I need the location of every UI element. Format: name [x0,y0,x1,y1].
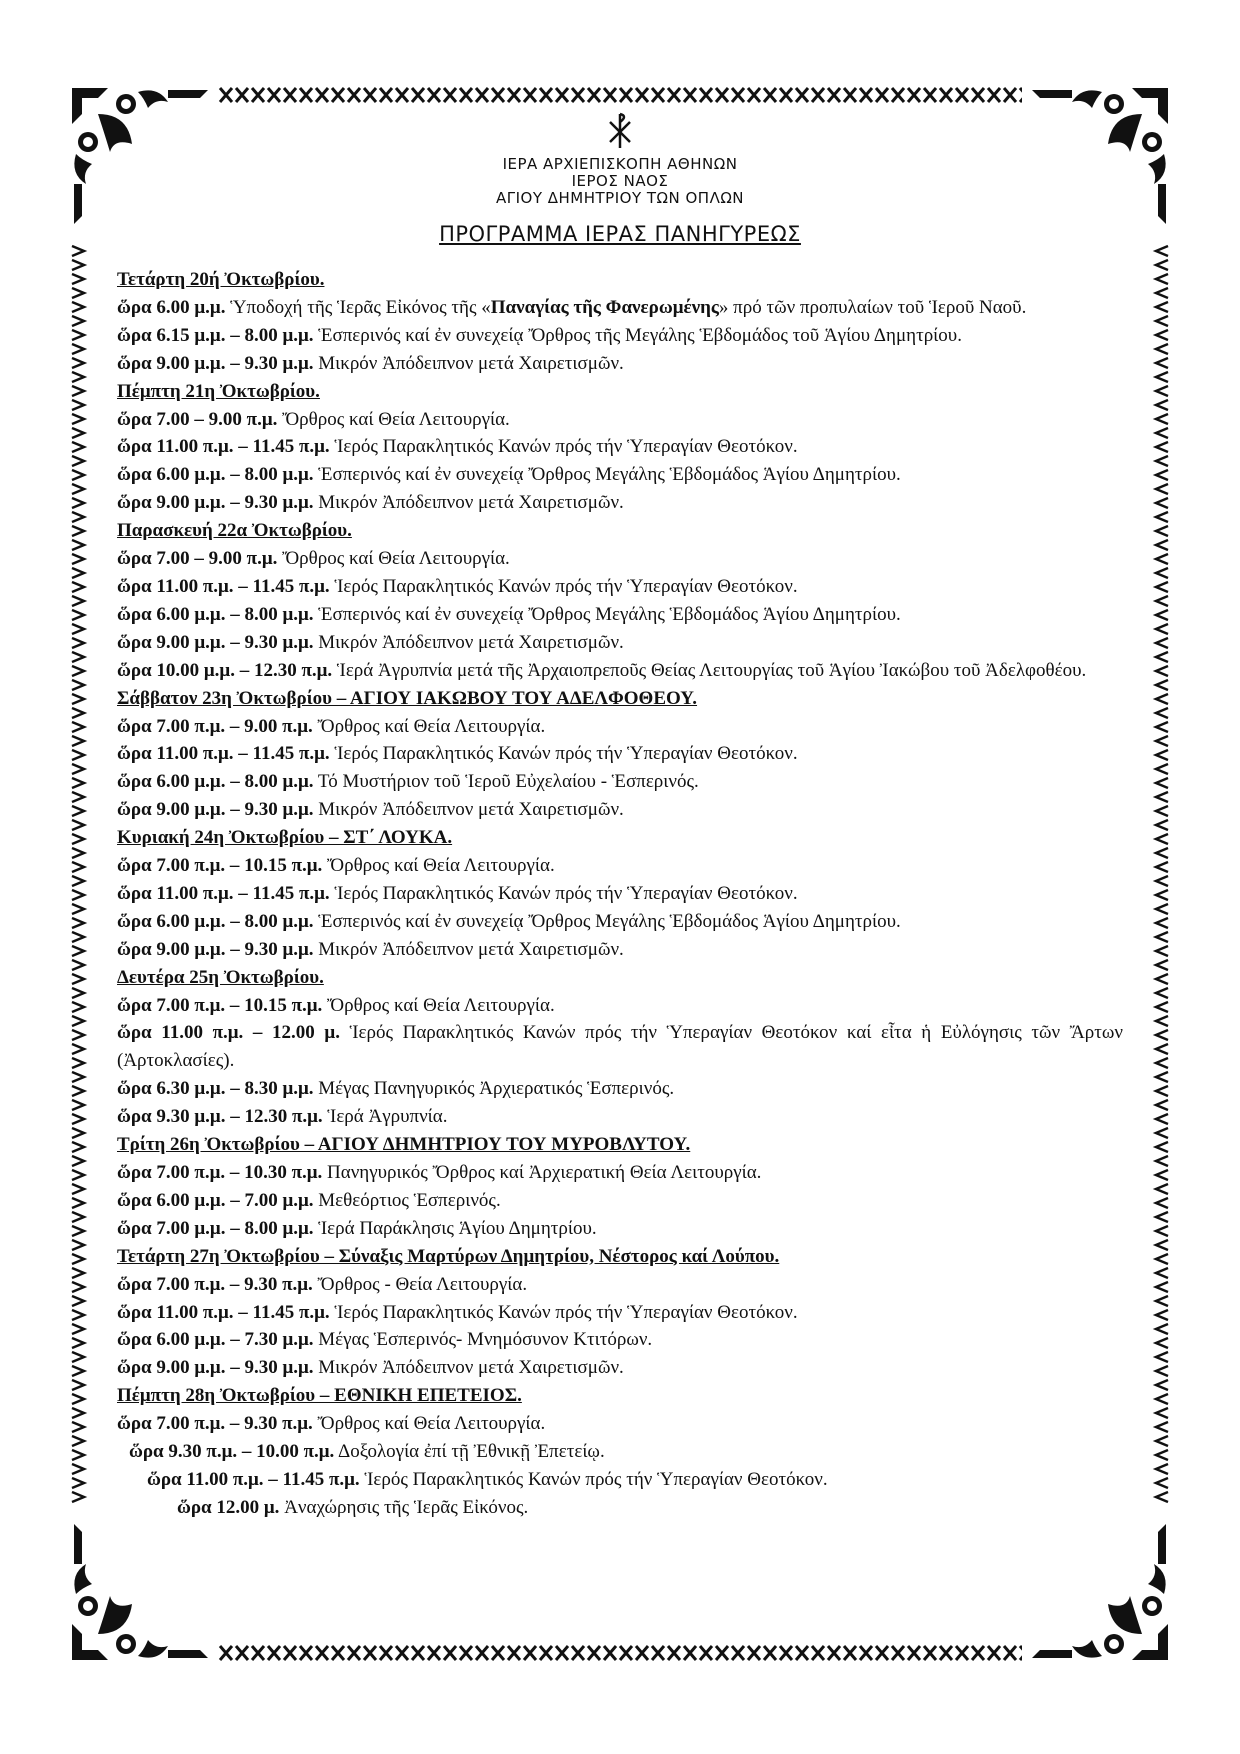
entry-time: ὥρα 9.00 μ.μ. – 9.30 μ.μ. [117,938,314,960]
entry-time: ὥρα 6.00 μ.μ. – 8.00 μ.μ. [117,910,314,932]
schedule-entry [117,796,1123,824]
schedule-entry [117,1215,1123,1243]
schedule-entry [117,1410,1123,1438]
entry-time: ὥρα 9.30 μ.μ. – 12.30 π.μ. [117,1106,323,1128]
entry-time: ὥρα 7.00 – 9.00 π.μ. [117,548,278,570]
entry-text: Μεθεόρτιος Ἑσπερινός. [313,1189,501,1211]
entry-time: ὥρα 6.30 μ.μ. – 8.30 μ.μ. [117,1078,314,1100]
schedule-entry [117,545,1123,573]
entry-text: Ἱερός Παρακλητικός Κανών πρός τήν Ὑπεραγίαν Θεοτόκον. [329,575,798,597]
entry-text: Ὄρθρος καί Θεία Λειτουργία. [277,548,510,570]
schedule-entry [117,433,1123,461]
entry-text: Μικρόν Ἀπόδειπνον μετά Χαιρετισμῶν. [313,938,624,960]
entry-time: ὥρα 6.15 μ.μ. – 8.00 μ.μ. [117,324,314,346]
entry-text: Ὄρθρος καί Θεία Λειτουργία. [312,1413,546,1435]
border-pattern-top [218,84,1022,106]
schedule-entry [117,1271,1123,1299]
entry-text: Ὄρθρος καί Θεία Λειτουργία. [322,994,555,1016]
entry-time: ὥρα 11.00 π.μ. – 11.45 π.μ. [117,743,330,765]
page-title: ΠΡΟΓΡΑΜΜΑ ΙΕΡΑΣ ΠΑΝΗΓΥΡΕΩΣ [439,222,801,246]
schedule-entry [117,880,1123,908]
entry-time: ὥρα 6.00 μ.μ. – 7.30 μ.μ. [117,1329,314,1351]
entry-time: ὥρα 6.00 μ.μ. [117,296,226,318]
icon-name: Παναγίας τῆς Φανερωμένης [490,296,719,318]
schedule-entry [117,992,1123,1020]
header-line-2: ΙΕΡΟΣ ΝΑΟΣ [571,172,669,190]
schedule-entry [117,852,1123,880]
entry-time: ὥρα 9.00 μ.μ. – 9.30 μ.μ. [117,352,314,374]
entry-time: ὥρα 9.00 μ.μ. – 9.30 μ.μ. [117,1357,314,1379]
schedule-entry [117,1075,1123,1103]
entry-time: ὥρα 7.00 π.μ. – 10.15 π.μ. [117,855,323,877]
entry-time: ὥρα 10.00 μ.μ. – 12.30 π.μ. [117,659,333,681]
day-heading: Τρίτη 26η Ὀκτωβρίου – ΑΓΙΟΥ ΔΗΜΗΤΡΙΟΥ ΤΟΥ ΜΥΡΟΒΛΥΤΟΥ. [117,1134,691,1156]
border-pattern-left [68,244,90,1504]
entry-text: Μικρόν Ἀπόδειπνον μετά Χαιρετισμῶν. [313,799,624,821]
document-header [0,112,1240,207]
entry-time: ὥρα 11.00 π.μ. – 12.00 μ. [117,1022,340,1044]
day-heading: Τετάρτη 20ή Ὀκτωβρίου. [117,269,325,290]
schedule-entry [117,1159,1123,1187]
schedule-entry [117,1019,1123,1075]
border-pattern-bottom [218,1642,1022,1664]
border-pattern-right [1150,244,1172,1504]
entry-text: Ἑσπερινός καί ἐν συνεχείᾳ Ὄρθρος τῆς Μεγάλης Ἑβδομάδος τοῦ Ἁγίου Δημητρίου. [313,324,962,346]
schedule-entry [117,294,1123,322]
entry-text: Ἑσπερινός καί ἐν συνεχείᾳ Ὄρθρος Μεγάλης Ἑβδομάδος Ἁγίου Δημητρίου. [313,603,901,625]
schedule-entry [117,1438,1123,1466]
entry-time: ὥρα 6.00 μ.μ. – 7.00 μ.μ. [117,1189,314,1211]
entry-text: Ἱερός Παρακλητικός Κανών πρός τήν Ὑπεραγίαν Θεοτόκον καί εἶτα ἡ Εὐλόγησις τῶν Ἄρτων (Ἀρτοκλασίες). [117,1022,1123,1072]
entry-time: ὥρα 6.00 μ.μ. – 8.00 μ.μ. [117,603,314,625]
entry-text: Μέγας Ἑσπερινός- Μνημόσυνον Κτιτόρων. [313,1329,653,1351]
schedule-entry [117,908,1123,936]
schedule-entry [117,601,1123,629]
entry-time: ὥρα 7.00 μ.μ. – 8.00 μ.μ. [117,1217,314,1239]
entry-text: Μικρόν Ἀπόδειπνον μετά Χαιρετισμῶν. [313,1357,624,1379]
entry-text: Μέγας Πανηγυρικός Ἀρχιερατικός Ἑσπερινός. [313,1078,675,1100]
entry-time: ὥρα 11.00 π.μ. – 11.45 π.μ. [117,1301,330,1323]
schedule-entry [117,573,1123,601]
entry-text: Ὄρθρος - Θεία Λειτουργία. [312,1273,528,1295]
entry-text: Ὄρθρος καί Θεία Λειτουργία. [322,855,555,877]
entry-time: ὥρα 7.00 π.μ. – 9.30 π.μ. [117,1413,313,1435]
day-heading: Δευτέρα 25η Ὀκτωβρίου. [117,966,324,988]
entry-text: Ἱερός Παρακλητικός Κανών πρός τήν Ὑπεραγίαν Θεοτόκον. [329,882,798,904]
entry-text: Ἑσπερινός καί ἐν συνεχείᾳ Ὄρθρος Μεγάλης Ἑβδομάδος Ἁγίου Δημητρίου. [313,910,901,932]
header-line-1: ΙΕΡΑ ΑΡΧΙΕΠΙΣΚΟΠΗ ΑΘΗΝΩΝ [502,155,738,173]
entry-text: Ἱερός Παρακλητικός Κανών πρός τήν Ὑπεραγίαν Θεοτόκον. [329,436,798,458]
schedule-entry [117,768,1123,796]
entry-text: Μικρόν Ἀπόδειπνον μετά Χαιρετισμῶν. [313,352,624,374]
entry-text: Ἱερός Παρακλητικός Κανών πρός τήν Ὑπεραγίαν Θεοτόκον. [329,1301,798,1323]
schedule-entry [117,1187,1123,1215]
entry-text: Ἑσπερινός καί ἐν συνεχείᾳ Ὄρθρος Μεγάλης Ἑβδομάδος Ἁγίου Δημητρίου. [313,464,901,486]
schedule-entry [117,713,1123,741]
day-heading: Σάββατον 23η Ὀκτωβρίου – ΑΓΙΟΥ ΙΑΚΩΒΟΥ ΤΟΥ ΑΔΕΛΦΟΘΕΟΥ. [117,687,698,709]
entry-time: ὥρα 7.00 π.μ. – 10.30 π.μ. [117,1162,323,1183]
entry-time: ὥρα 11.00 π.μ. – 11.45 π.μ. [117,575,330,597]
entry-time: ὥρα 6.00 μ.μ. – 8.00 μ.μ. [117,464,314,486]
entry-text: Ἱερά Παράκλησις Ἁγίου Δημητρίου. [313,1217,597,1239]
schedule-entry [117,936,1123,964]
schedule-entry [117,1326,1123,1354]
schedule-entry [117,489,1123,517]
entry-text: » πρό τῶν προπυλαίων τοῦ Ἱεροῦ Ναοῦ. [718,296,1027,318]
entry-text: Ἱερά Ἀγρυπνία. [322,1106,448,1128]
schedule-entry [117,322,1123,350]
entry-time: ὥρα 9.00 μ.μ. – 9.30 μ.μ. [117,799,314,821]
day-heading: Πέμπτη 21η Ὀκτωβρίου. [117,380,320,402]
chi-rho-cross-icon [604,112,636,150]
entry-text: Ἀναχώρησις τῆς Ἱερᾶς Εἰκόνος. [279,1496,529,1518]
day-heading: Παρασκευή 22α Ὀκτωβρίου. [117,520,352,542]
corner-ornament-icon [1022,1514,1172,1664]
entry-text: Ἱερός Παρακλητικός Κανών πρός τήν Ὑπεραγίαν Θεοτόκον. [359,1468,828,1490]
schedule-entry [117,1354,1123,1382]
schedule-entry [117,740,1123,768]
entry-time: ὥρα 12.00 μ. [177,1496,280,1518]
schedule-entry [117,350,1123,378]
entry-time: ὥρα 6.00 μ.μ. – 8.00 μ.μ. [117,771,314,793]
schedule-entry [117,1466,1123,1494]
entry-time: ὥρα 9.30 π.μ. – 10.00 π.μ. [129,1441,335,1463]
entry-text: Ὄρθρος καί Θεία Λειτουργία. [312,715,546,737]
entry-time: ὥρα 11.00 π.μ. – 11.45 π.μ. [117,882,330,904]
entry-text: Μικρόν Ἀπόδειπνον μετά Χαιρετισμῶν. [313,492,624,514]
entry-text: Πανηγυρικός Ὄρθρος καί Ἀρχιερατική Θεία Λειτουργία. [322,1162,762,1183]
entry-time: ὥρα 9.00 μ.μ. – 9.30 μ.μ. [117,492,314,514]
entry-time: ὥρα 11.00 π.μ. – 11.45 π.μ. [117,436,330,458]
entry-text: Ἱερός Παρακλητικός Κανών πρός τήν Ὑπεραγίαν Θεοτόκον. [329,743,798,765]
schedule-entry [117,1494,1123,1522]
schedule-entry [117,657,1123,685]
day-heading: Πέμπτη 28η Ὀκτωβρίου – ΕΘΝΙΚΗ ΕΠΕΤΕΙΟΣ. [117,1385,522,1407]
schedule-entry [117,629,1123,657]
entry-text: Τό Μυστήριον τοῦ Ἱεροῦ Εὐχελαίου - Ἑσπερινός. [313,771,699,793]
entry-text: Δοξολογία ἐπί τῇ Ἐθνικῇ Ἐπετείῳ. [334,1441,605,1463]
schedule-entry [117,461,1123,489]
entry-time: ὥρα 9.00 μ.μ. – 9.30 μ.μ. [117,631,314,653]
day-heading: Τετάρτη 27η Ὀκτωβρίου – Σύναξις Μαρτύρων Δημητρίου, Νέστορος καί Λούπου. [117,1245,780,1267]
header-line-3: ΑΓΙΟΥ ΔΗΜΗΤΡΙΟΥ ΤΩΝ ΟΠΛΩΝ [495,189,745,207]
entry-time: ὥρα 11.00 π.μ. – 11.45 π.μ. [147,1468,360,1490]
entry-text: Ὑποδοχή τῆς Ἱερᾶς Εἰκόνος τῆς « [225,296,491,318]
entry-text: Ὄρθρος καί Θεία Λειτουργία. [277,408,510,430]
entry-text: Ἱερά Ἀγρυπνία μετά τῆς Ἀρχαιοπρεποῦς Θείας Λειτουργίας τοῦ Ἁγίου Ἰακώβου τοῦ Ἀδελφοθέου. [332,659,1087,681]
corner-ornament-icon [68,1514,218,1664]
entry-time: ὥρα 7.00 π.μ. – 10.15 π.μ. [117,994,323,1016]
entry-time: ὥρα 7.00 π.μ. – 9.00 π.μ. [117,715,313,737]
entry-text: Μικρόν Ἀπόδειπνον μετά Χαιρετισμῶν. [313,631,624,653]
schedule-content [117,266,1123,1522]
entry-time: ὥρα 7.00 – 9.00 π.μ. [117,408,278,430]
day-heading: Κυριακή 24η Ὀκτωβρίου – ΣΤ΄ ΛΟΥΚΑ. [117,827,453,849]
schedule-entry [117,406,1123,434]
schedule-entry [117,1299,1123,1327]
entry-time: ὥρα 7.00 π.μ. – 9.30 π.μ. [117,1273,313,1295]
schedule-entry [117,1103,1123,1131]
